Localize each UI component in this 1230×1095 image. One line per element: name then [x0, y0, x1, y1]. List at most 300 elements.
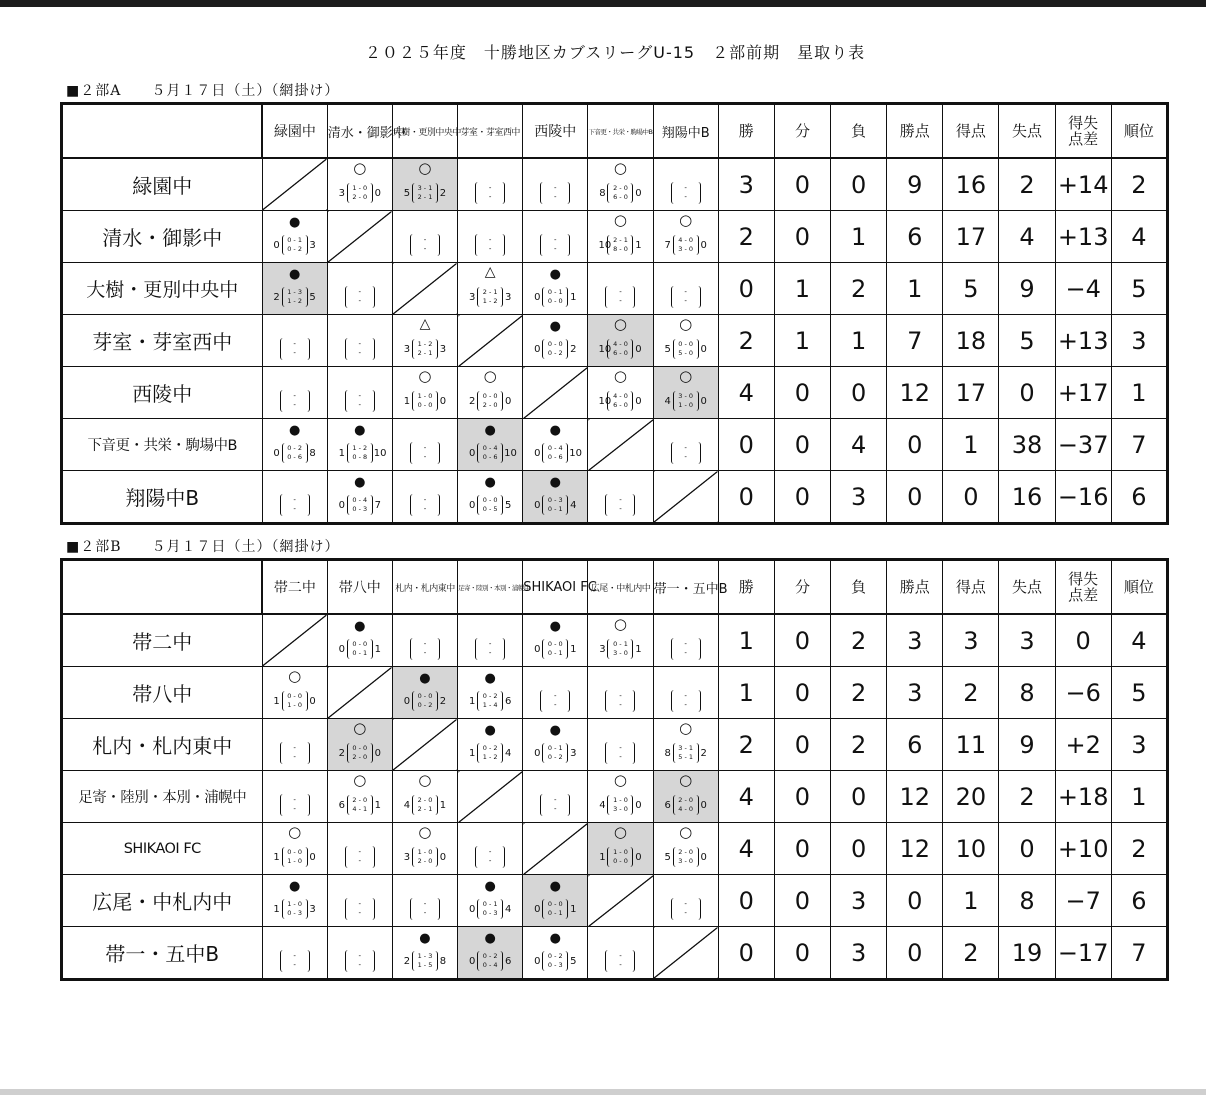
- goals-for: 3: [403, 851, 411, 863]
- goals-for: 0: [468, 955, 476, 967]
- match-score: [328, 442, 392, 464]
- match-result-cell: [458, 927, 523, 980]
- stat-column-header: 得失 点差: [1055, 104, 1111, 159]
- loss-mark-icon: ●: [549, 319, 561, 334]
- stat-column-header: 分: [774, 104, 830, 159]
- goals-against: 0: [635, 799, 642, 811]
- second-half-score: 0 - 2: [547, 349, 563, 357]
- stat-cell: 1: [718, 667, 774, 719]
- stat-cell: 0: [774, 875, 830, 927]
- team-column-header: 足寄・陸別・本別・浦幌中: [458, 560, 523, 615]
- stat-column-header: 勝: [718, 104, 774, 159]
- team-column-header: 広尾・中札内中: [588, 560, 653, 615]
- goals-for: 0: [534, 903, 541, 915]
- pending-match-cell: [392, 471, 457, 524]
- goals-for: 1: [273, 851, 280, 863]
- match-result-cell: [327, 614, 392, 667]
- match-score: [588, 338, 652, 360]
- first-half-score: 3 - 0: [678, 392, 694, 400]
- match-score: [458, 898, 522, 920]
- pending-match-cell: [392, 211, 457, 263]
- half-scores: [542, 899, 568, 919]
- goals-for: 0: [403, 695, 411, 707]
- stat-cell: 0: [887, 419, 943, 471]
- team-row: [62, 614, 1168, 667]
- loss-mark-icon: ●: [354, 619, 366, 634]
- second-half-score: 3 - 0: [613, 805, 628, 813]
- half-scores: [673, 743, 699, 763]
- goals-against: 5: [504, 499, 512, 511]
- stat-cell: 0: [774, 614, 830, 667]
- empty-score-bracket: - -: [654, 638, 718, 660]
- goals-for: 0: [534, 343, 541, 355]
- stat-cell: 3: [718, 158, 774, 211]
- stat-cell: 0: [718, 471, 774, 524]
- goals-for: 8: [664, 747, 671, 759]
- empty-score-bracket: - -: [328, 950, 392, 972]
- empty-score-bracket: - -: [393, 494, 457, 516]
- half-scores: [347, 743, 373, 763]
- loss-mark-icon: ●: [484, 423, 496, 438]
- loss-mark-icon: ●: [549, 267, 561, 282]
- half-scores: [542, 287, 568, 307]
- team-row-name: 下音更・共栄・駒場中B: [62, 419, 263, 471]
- empty-score-bracket: - -: [263, 794, 327, 816]
- stat-cell: 7: [887, 315, 943, 367]
- stat-cell: 2: [718, 719, 774, 771]
- empty-score-bracket: - -: [458, 182, 522, 204]
- pending-match-cell: [262, 927, 327, 980]
- goals-for: 0: [338, 499, 345, 511]
- match-score: [263, 286, 327, 308]
- stat-cell: 3: [1111, 315, 1167, 367]
- self-match-cell: [262, 614, 327, 667]
- loss-mark-icon: ●: [484, 475, 496, 490]
- goals-against: 0: [374, 747, 381, 759]
- team-row: [62, 927, 1168, 980]
- goals-against: 0: [309, 695, 316, 707]
- stat-cell: 4: [1111, 211, 1167, 263]
- goals-against: 0: [504, 395, 512, 407]
- match-score: [328, 182, 392, 204]
- win-mark-icon: ○: [353, 719, 367, 737]
- empty-score-bracket: - -: [393, 638, 457, 660]
- pending-match-cell: [392, 875, 457, 927]
- pending-match-cell: [523, 211, 588, 263]
- second-half-score: 2 - 0: [482, 401, 498, 409]
- half-scores: [673, 795, 699, 815]
- loss-mark-icon: ●: [484, 879, 496, 894]
- half-scores: [477, 495, 503, 515]
- match-result-cell: [523, 419, 588, 471]
- first-half-score: 2 - 0: [678, 796, 694, 804]
- stat-cell: 2: [718, 315, 774, 367]
- match-result-cell: [262, 875, 327, 927]
- team-row: [62, 211, 1168, 263]
- stat-cell: 0: [887, 927, 943, 980]
- goals-for: 4: [599, 799, 606, 811]
- loss-mark-icon: ●: [288, 267, 301, 282]
- goals-for: 8: [599, 187, 606, 199]
- half-scores: [542, 951, 568, 971]
- goals-against: 10: [373, 447, 387, 459]
- match-result-cell: [653, 211, 718, 263]
- second-half-score: 0 - 2: [287, 245, 302, 253]
- stat-cell: 9: [999, 263, 1055, 315]
- match-score: [458, 950, 522, 972]
- stat-cell: 1: [831, 211, 887, 263]
- stat-column-header: 失点: [999, 104, 1055, 159]
- page-title: ２０２５年度 十勝地区カブスリーグU-15 ２部前期 星取り表: [364, 43, 866, 62]
- match-result-cell: [653, 771, 718, 823]
- stat-cell: 1: [943, 419, 999, 471]
- stat-cell: 0: [887, 875, 943, 927]
- match-score: [523, 898, 587, 920]
- win-mark-icon: ○: [288, 823, 302, 841]
- goals-for: 0: [534, 747, 541, 759]
- match-result-cell: [327, 719, 392, 771]
- team-row-name: 大樹・更別中央中: [62, 263, 263, 315]
- stat-cell: 0: [831, 823, 887, 875]
- second-half-score: 0 - 4: [482, 961, 498, 969]
- second-half-score: 0 - 1: [547, 649, 563, 657]
- stat-cell: 0: [718, 419, 774, 471]
- match-result-cell: [327, 419, 392, 471]
- stat-cell: +18: [1055, 771, 1111, 823]
- goals-for: 0: [534, 499, 541, 511]
- goals-for: 0: [534, 643, 541, 655]
- goals-against: 1: [635, 239, 642, 251]
- goals-against: 4: [504, 747, 512, 759]
- half-scores: [477, 391, 503, 411]
- stat-cell: 0: [774, 211, 830, 263]
- second-half-score: 2 - 1: [417, 349, 433, 357]
- second-half-score: 0 - 1: [547, 505, 563, 513]
- match-result-cell: [653, 315, 718, 367]
- second-half-score: 4 - 1: [352, 805, 368, 813]
- goals-against: 1: [374, 643, 381, 655]
- pending-match-cell: [327, 823, 392, 875]
- goals-for: 0: [273, 447, 280, 459]
- pending-match-cell: [327, 927, 392, 980]
- half-scores: [607, 235, 633, 255]
- team-row-name: 札内・札内東中: [62, 719, 263, 771]
- match-result-cell: [458, 875, 523, 927]
- stat-cell: 2: [999, 158, 1055, 211]
- pending-match-cell: [327, 875, 392, 927]
- stat-cell: 3: [831, 875, 887, 927]
- half-scores: [412, 339, 438, 359]
- header-row: [62, 104, 1168, 159]
- stat-cell: 0: [774, 471, 830, 524]
- team-row: [62, 771, 1168, 823]
- first-half-score: 4 - 0: [613, 392, 628, 400]
- match-result-cell: [392, 823, 457, 875]
- goals-against: 0: [700, 395, 707, 407]
- stat-cell: 12: [887, 771, 943, 823]
- stat-cell: 0: [887, 471, 943, 524]
- half-scores: [607, 795, 633, 815]
- pending-match-cell: [523, 158, 588, 211]
- half-scores: [347, 495, 373, 515]
- match-score: [328, 742, 392, 764]
- half-scores: [607, 339, 633, 359]
- stat-column-header: 負: [831, 560, 887, 615]
- stat-cell: 8: [999, 875, 1055, 927]
- stat-cell: 12: [887, 823, 943, 875]
- stat-column-header: 得点: [943, 560, 999, 615]
- goals-against: 0: [700, 799, 707, 811]
- half-scores: [542, 495, 568, 515]
- stat-cell: 1: [774, 263, 830, 315]
- half-scores: [412, 183, 438, 203]
- empty-score-bracket: - -: [263, 390, 327, 412]
- second-half-score: 0 - 6: [287, 453, 302, 461]
- corner-cell: [62, 104, 263, 159]
- stat-cell: 2: [831, 667, 887, 719]
- goals-for: 1: [468, 747, 476, 759]
- empty-score-bracket: - -: [458, 846, 522, 868]
- empty-score-bracket: - -: [588, 742, 652, 764]
- second-half-score: 3 - 0: [678, 245, 694, 253]
- pending-match-cell: [588, 471, 653, 524]
- match-result-cell: [523, 875, 588, 927]
- stat-cell: 2: [1111, 158, 1167, 211]
- pending-match-cell: [588, 927, 653, 980]
- first-half-score: 0 - 1: [613, 640, 628, 648]
- empty-score-bracket: - -: [458, 638, 522, 660]
- goals-for: 3: [468, 291, 476, 303]
- goals-for: 10: [598, 395, 612, 407]
- loss-mark-icon: ●: [288, 423, 301, 438]
- goals-for: 0: [534, 955, 541, 967]
- second-half-score: 1 - 2: [482, 753, 498, 761]
- pending-match-cell: [523, 667, 588, 719]
- team-column-header: 帯二中: [262, 560, 327, 615]
- match-score: [588, 182, 652, 204]
- goals-against: 0: [439, 395, 447, 407]
- win-mark-icon: ○: [418, 159, 432, 177]
- second-half-score: 0 - 1: [547, 909, 563, 917]
- half-scores: [477, 743, 503, 763]
- second-half-score: 0 - 2: [547, 753, 563, 761]
- match-score: [263, 898, 327, 920]
- half-scores: [282, 443, 308, 463]
- pending-match-cell: [653, 158, 718, 211]
- match-result-cell: [327, 771, 392, 823]
- match-score: [523, 950, 587, 972]
- goals-for: 1: [338, 447, 345, 459]
- match-score: [523, 494, 587, 516]
- first-half-score: 0 - 0: [547, 640, 563, 648]
- goals-against: 0: [309, 851, 316, 863]
- team-row: [62, 667, 1168, 719]
- first-half-score: 0 - 2: [547, 952, 563, 960]
- first-half-score: 3 - 1: [678, 744, 694, 752]
- match-result-cell: [523, 614, 588, 667]
- half-scores: [282, 287, 308, 307]
- stat-column-header: 失点: [999, 560, 1055, 615]
- pending-match-cell: [653, 875, 718, 927]
- loss-mark-icon: ●: [549, 723, 561, 738]
- team-column-header: 西陵中: [523, 104, 588, 159]
- team-row-name: SHIKAOI FC: [62, 823, 263, 875]
- empty-score-bracket: - -: [588, 494, 652, 516]
- stat-cell: 3: [999, 614, 1055, 667]
- win-mark-icon: ○: [613, 367, 628, 385]
- win-mark-icon: ○: [613, 823, 628, 841]
- stat-cell: 1: [718, 614, 774, 667]
- loss-mark-icon: ●: [484, 723, 496, 738]
- match-result-cell: [262, 419, 327, 471]
- half-scores: [412, 795, 438, 815]
- match-score: [263, 690, 327, 712]
- first-half-score: 2 - 1: [613, 236, 628, 244]
- goals-for: 3: [403, 343, 411, 355]
- pending-match-cell: [262, 367, 327, 419]
- first-half-score: 0 - 3: [547, 496, 563, 504]
- stat-cell: 3: [831, 471, 887, 524]
- goals-for: 0: [338, 643, 345, 655]
- stat-cell: 0: [831, 158, 887, 211]
- pending-match-cell: [327, 315, 392, 367]
- goals-for: 6: [338, 799, 345, 811]
- second-half-score: 8 - 0: [613, 245, 628, 253]
- stat-cell: 0: [774, 158, 830, 211]
- goals-against: 8: [439, 955, 447, 967]
- match-score: [588, 638, 652, 660]
- stat-column-header: 勝点: [887, 560, 943, 615]
- second-half-score: 2 - 1: [417, 805, 433, 813]
- goals-for: 1: [599, 851, 606, 863]
- first-half-score: 1 - 0: [417, 392, 433, 400]
- goals-for: 2: [468, 395, 476, 407]
- stat-cell: 0: [774, 927, 830, 980]
- empty-score-bracket: - -: [588, 286, 652, 308]
- stat-cell: +17: [1055, 367, 1111, 419]
- stat-column-header: 分: [774, 560, 830, 615]
- empty-score-bracket: - -: [654, 898, 718, 920]
- first-half-score: 1 - 0: [287, 900, 302, 908]
- standings-table-b: [60, 558, 1169, 981]
- stat-cell: 2: [831, 614, 887, 667]
- match-score: [523, 286, 587, 308]
- loss-mark-icon: ●: [354, 475, 366, 490]
- team-column-header: 大樹・更別中央中: [392, 104, 457, 159]
- stat-cell: 2: [831, 263, 887, 315]
- stat-cell: 7: [1111, 927, 1167, 980]
- team-row-name: 足寄・陸別・本別・浦幌中: [62, 771, 263, 823]
- first-half-score: 0 - 0: [547, 340, 563, 348]
- first-half-score: 0 - 1: [482, 900, 498, 908]
- stat-cell: 2: [831, 719, 887, 771]
- stat-cell: 17: [943, 367, 999, 419]
- half-scores: [542, 743, 568, 763]
- loss-mark-icon: ●: [419, 931, 431, 946]
- half-scores: [282, 691, 308, 711]
- stat-column-header: 順位: [1111, 104, 1167, 159]
- empty-score-bracket: - -: [523, 182, 587, 204]
- half-scores: [347, 443, 373, 463]
- match-result-cell: [262, 263, 327, 315]
- stat-cell: 5: [943, 263, 999, 315]
- second-half-score: 0 - 1: [352, 649, 368, 657]
- goals-for: 6: [664, 799, 671, 811]
- self-match-cell: [327, 667, 392, 719]
- first-half-score: 2 - 0: [678, 848, 694, 856]
- stat-column-header: 得点: [943, 104, 999, 159]
- match-result-cell: [523, 471, 588, 524]
- half-scores: [282, 899, 308, 919]
- stat-cell: 0: [774, 771, 830, 823]
- win-mark-icon: ○: [353, 159, 367, 177]
- empty-score-bracket: - -: [328, 846, 392, 868]
- stat-cell: −7: [1055, 875, 1111, 927]
- second-half-score: 0 - 3: [287, 909, 302, 917]
- second-half-score: 1 - 0: [287, 701, 302, 709]
- match-score: [263, 234, 327, 256]
- goals-against: 0: [700, 239, 707, 251]
- first-half-score: 2 - 0: [613, 184, 628, 192]
- goals-for: 2: [273, 291, 280, 303]
- match-result-cell: [588, 158, 653, 211]
- empty-score-bracket: - -: [328, 390, 392, 412]
- goals-against: 2: [439, 187, 447, 199]
- team-row-name: 翔陽中B: [62, 471, 263, 524]
- header-row: [62, 560, 1168, 615]
- loss-mark-icon: ●: [354, 423, 366, 438]
- first-half-score: 0 - 0: [547, 900, 563, 908]
- first-half-score: 0 - 0: [287, 848, 302, 856]
- match-result-cell: [262, 823, 327, 875]
- goals-against: 0: [635, 851, 642, 863]
- stat-cell: 16: [999, 471, 1055, 524]
- match-result-cell: [327, 471, 392, 524]
- stat-cell: −17: [1055, 927, 1111, 980]
- goals-for: 0: [273, 239, 280, 251]
- match-result-cell: [392, 158, 457, 211]
- win-mark-icon: ○: [288, 667, 302, 685]
- goals-against: 5: [570, 955, 577, 967]
- goals-for: 5: [664, 343, 671, 355]
- second-half-score: 0 - 0: [547, 297, 563, 305]
- match-result-cell: [262, 667, 327, 719]
- stat-cell: 2: [943, 927, 999, 980]
- match-result-cell: [523, 927, 588, 980]
- window-bottom-bar: [0, 1089, 1206, 1095]
- second-half-score: 6 - 0: [613, 349, 628, 357]
- stat-cell: +13: [1055, 211, 1111, 263]
- stat-cell: −37: [1055, 419, 1111, 471]
- match-result-cell: [523, 719, 588, 771]
- team-row: [62, 263, 1168, 315]
- match-score: [654, 794, 718, 816]
- goals-against: 0: [700, 851, 707, 863]
- match-score: [263, 846, 327, 868]
- stat-cell: 0: [1055, 614, 1111, 667]
- pending-match-cell: [262, 471, 327, 524]
- match-score: [523, 338, 587, 360]
- match-score: [523, 442, 587, 464]
- first-half-score: 0 - 2: [482, 952, 498, 960]
- match-score: [458, 442, 522, 464]
- goals-against: 0: [635, 343, 642, 355]
- goals-against: 4: [504, 903, 512, 915]
- stat-cell: 12: [887, 367, 943, 419]
- stat-cell: 3: [887, 614, 943, 667]
- pending-match-cell: [653, 419, 718, 471]
- goals-against: 3: [439, 343, 447, 355]
